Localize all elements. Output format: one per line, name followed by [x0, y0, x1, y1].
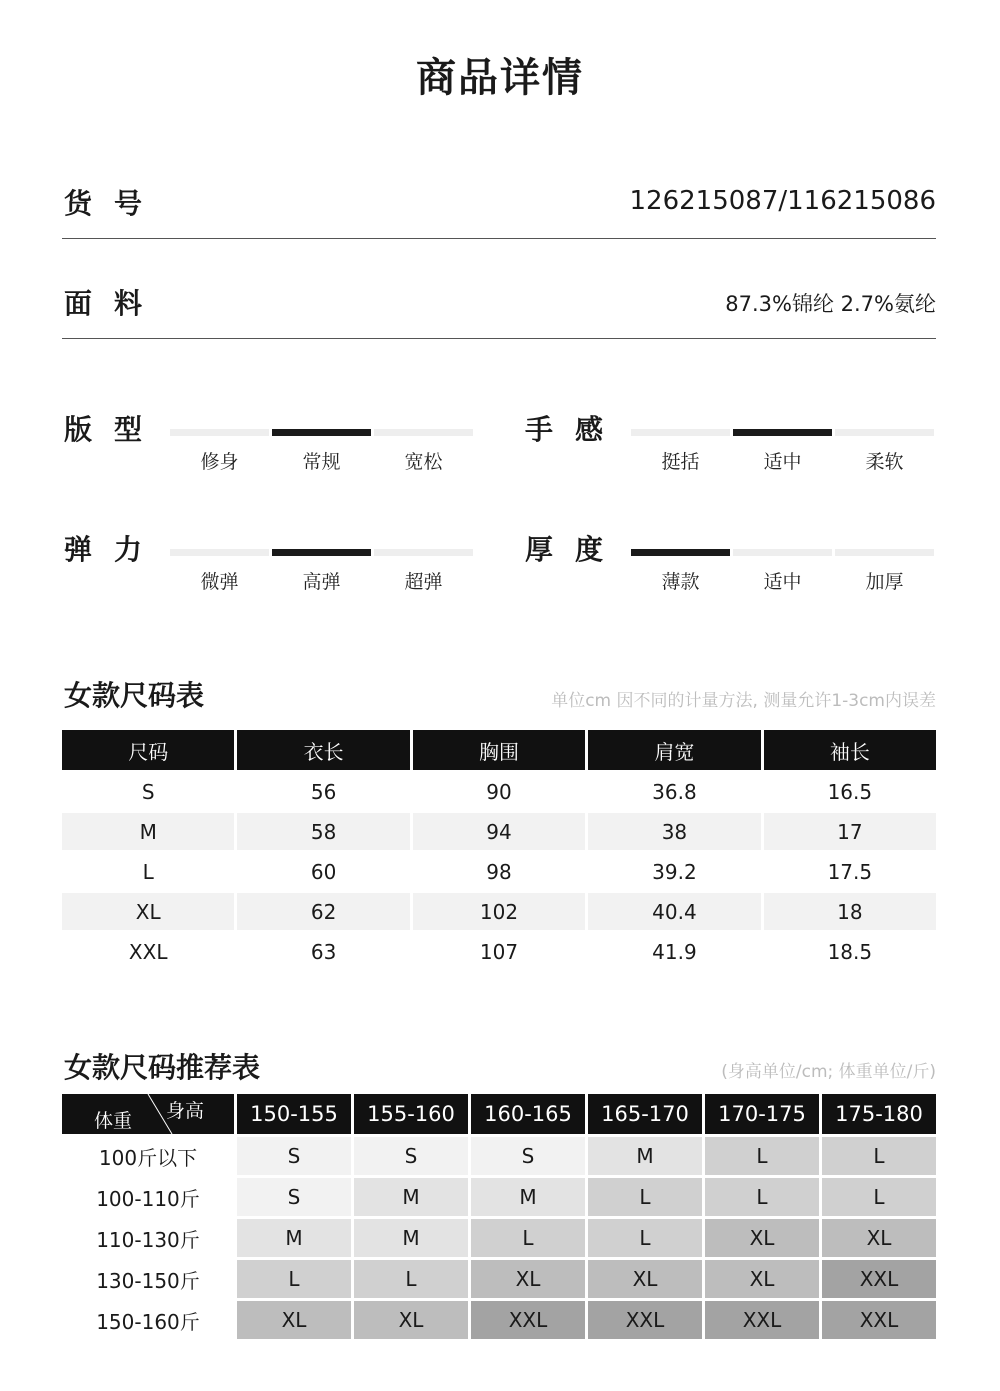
- weight-row-label: 110-130斤: [96, 1227, 200, 1252]
- feel-scale-segment: [631, 429, 730, 436]
- height-column-header: 170-175: [705, 1094, 819, 1134]
- recommended-size-cell: XXL: [471, 1301, 585, 1339]
- table-cell: 18.5: [827, 939, 873, 964]
- table-cell: S: [141, 779, 155, 804]
- recommended-size-cell: M: [354, 1178, 468, 1216]
- table-cell: 41.9: [652, 939, 697, 964]
- height-column-header: 165-170: [588, 1094, 702, 1134]
- recommended-size-cell: M: [471, 1178, 585, 1216]
- thickness-option-label: 薄款: [661, 571, 700, 593]
- item-no-label: 货号: [64, 187, 165, 220]
- recommended-size-cell: L: [588, 1219, 702, 1257]
- fit-option-label: 修身: [200, 451, 239, 473]
- elasticity-scale-segment: [170, 549, 269, 556]
- table-cell: 56: [310, 779, 337, 804]
- height-column-header: 175-180: [822, 1094, 936, 1134]
- item-no-value: 126215087/116215086: [629, 186, 936, 216]
- recommended-size-cell: XL: [588, 1260, 702, 1298]
- recommended-size-cell: XL: [705, 1219, 819, 1257]
- size-table-note: 单位cm 因不同的计量方法, 测量允许1-3cm内误差: [551, 691, 936, 711]
- recommended-size-cell: L: [705, 1178, 819, 1216]
- fit-scale-segment: [374, 429, 473, 436]
- table-cell: 36.8: [652, 779, 697, 804]
- recommended-size-cell: XXL: [822, 1301, 936, 1339]
- recommended-size-cell: S: [237, 1178, 351, 1216]
- size-table-title: 女款尺码表: [64, 679, 205, 712]
- table-cell: 18: [764, 893, 936, 930]
- recommended-size-cell: M: [237, 1219, 351, 1257]
- table-row: [62, 1178, 936, 1216]
- table-cell: XL: [62, 893, 234, 930]
- weight-row-label: 100斤以下: [98, 1145, 198, 1170]
- size-table-header: [62, 730, 936, 770]
- height-column-header: 155-160: [354, 1094, 468, 1134]
- size-table: [62, 730, 936, 970]
- thickness-scale-segment: [835, 549, 934, 556]
- table-cell: L: [142, 859, 154, 884]
- recommended-size-cell: S: [237, 1137, 351, 1175]
- table-cell: 58: [237, 813, 409, 850]
- elasticity-option-label: 高弹: [302, 571, 341, 593]
- column-header: 袖长: [764, 730, 936, 770]
- fit-option-label: 宽松: [404, 451, 443, 473]
- recommend-table-title: 女款尺码推荐表: [64, 1051, 261, 1084]
- recommended-size-cell: L: [705, 1137, 819, 1175]
- recommended-size-cell: XXL: [705, 1301, 819, 1339]
- table-cell: 40.4: [588, 893, 760, 930]
- recommend-table-note: (身高单位/cm; 体重单位/斤): [721, 1062, 936, 1082]
- column-header: 肩宽: [588, 730, 760, 770]
- recommended-size-cell: XL: [237, 1301, 351, 1339]
- table-cell: 63: [310, 939, 337, 964]
- table-row: [62, 1301, 936, 1339]
- table-cell: 39.2: [652, 859, 697, 884]
- feel-option-label: 适中: [763, 451, 802, 473]
- feel-option-label: 挺括: [661, 451, 700, 473]
- table-row: [62, 1260, 936, 1298]
- recommended-size-cell: XL: [471, 1260, 585, 1298]
- recommended-size-cell: XXL: [588, 1301, 702, 1339]
- table-row: [62, 1219, 936, 1257]
- thickness-option-label: 适中: [763, 571, 802, 593]
- recommended-size-cell: L: [588, 1178, 702, 1216]
- table-cell: M: [62, 813, 234, 850]
- table-cell: 62: [237, 893, 409, 930]
- fit-option-label: 常规: [302, 451, 341, 473]
- thickness-option-label: 加厚: [865, 571, 904, 593]
- recommended-size-cell: XL: [705, 1260, 819, 1298]
- table-cell: 94: [413, 813, 585, 850]
- fit-scale-segment: [272, 429, 371, 436]
- table-cell: 17.5: [827, 859, 873, 884]
- table-cell: 16.5: [827, 779, 873, 804]
- height-column-header: 160-165: [471, 1094, 585, 1134]
- feel-scale-segment: [835, 429, 934, 436]
- recommend-table: [62, 1094, 936, 1339]
- recommended-size-cell: L: [822, 1178, 936, 1216]
- corner-cell: [62, 1094, 234, 1134]
- recommended-size-cell: S: [471, 1137, 585, 1175]
- recommended-size-cell: M: [588, 1137, 702, 1175]
- elasticity-label: 弹力: [64, 533, 165, 566]
- thickness-scale-segment: [733, 549, 832, 556]
- column-header: 衣长: [237, 730, 409, 770]
- elasticity-scale-segment: [374, 549, 473, 556]
- recommended-size-cell: L: [354, 1260, 468, 1298]
- corner-height-label: 身高: [166, 1100, 205, 1122]
- weight-row-label: 130-150斤: [96, 1268, 200, 1293]
- table-row: [62, 1137, 936, 1175]
- fabric-label: 面料: [64, 287, 165, 320]
- table-cell: 98: [486, 859, 512, 884]
- divider: [62, 338, 936, 339]
- table-cell: 102: [413, 893, 585, 930]
- recommended-size-cell: S: [354, 1137, 468, 1175]
- table-row: [62, 773, 936, 810]
- recommend-table-header: [62, 1094, 936, 1134]
- elasticity-scale-segment: [272, 549, 371, 556]
- table-row: [62, 933, 936, 970]
- table-cell: XXL: [128, 939, 168, 964]
- diagonal-divider: [62, 1094, 234, 1134]
- recommended-size-cell: L: [237, 1260, 351, 1298]
- height-column-header: 150-155: [237, 1094, 351, 1134]
- table-cell: 60: [310, 859, 337, 884]
- fit-scale-segment: [170, 429, 269, 436]
- recommended-size-cell: XXL: [822, 1260, 936, 1298]
- thickness-scale-segment: [631, 549, 730, 556]
- table-cell: 107: [479, 939, 519, 964]
- recommended-size-cell: XL: [822, 1219, 936, 1257]
- elasticity-option-label: 超弹: [404, 571, 443, 593]
- fabric-value: 87.3%锦纶 2.7%氨纶: [725, 292, 936, 316]
- elasticity-option-label: 微弹: [200, 571, 239, 593]
- table-cell: 38: [588, 813, 760, 850]
- recommended-size-cell: L: [471, 1219, 585, 1257]
- recommended-size-cell: L: [822, 1137, 936, 1175]
- feel-option-label: 柔软: [865, 451, 904, 473]
- table-cell: 90: [486, 779, 512, 804]
- corner-weight-label: 体重: [94, 1110, 133, 1132]
- thickness-label: 厚度: [525, 533, 626, 566]
- divider: [62, 238, 936, 239]
- recommended-size-cell: M: [354, 1219, 468, 1257]
- column-header: 尺码: [62, 730, 234, 770]
- weight-row-label: 150-160斤: [96, 1309, 200, 1334]
- table-row: [62, 893, 936, 930]
- feel-label: 手感: [525, 413, 626, 446]
- table-row: [62, 853, 936, 890]
- table-row: [62, 813, 936, 850]
- fit-label: 版型: [64, 413, 165, 446]
- feel-scale-segment: [733, 429, 832, 436]
- recommended-size-cell: XL: [354, 1301, 468, 1339]
- page-title: 商品详情: [416, 55, 584, 101]
- column-header: 胸围: [413, 730, 585, 770]
- table-cell: 17: [764, 813, 936, 850]
- weight-row-label: 100-110斤: [96, 1186, 200, 1211]
